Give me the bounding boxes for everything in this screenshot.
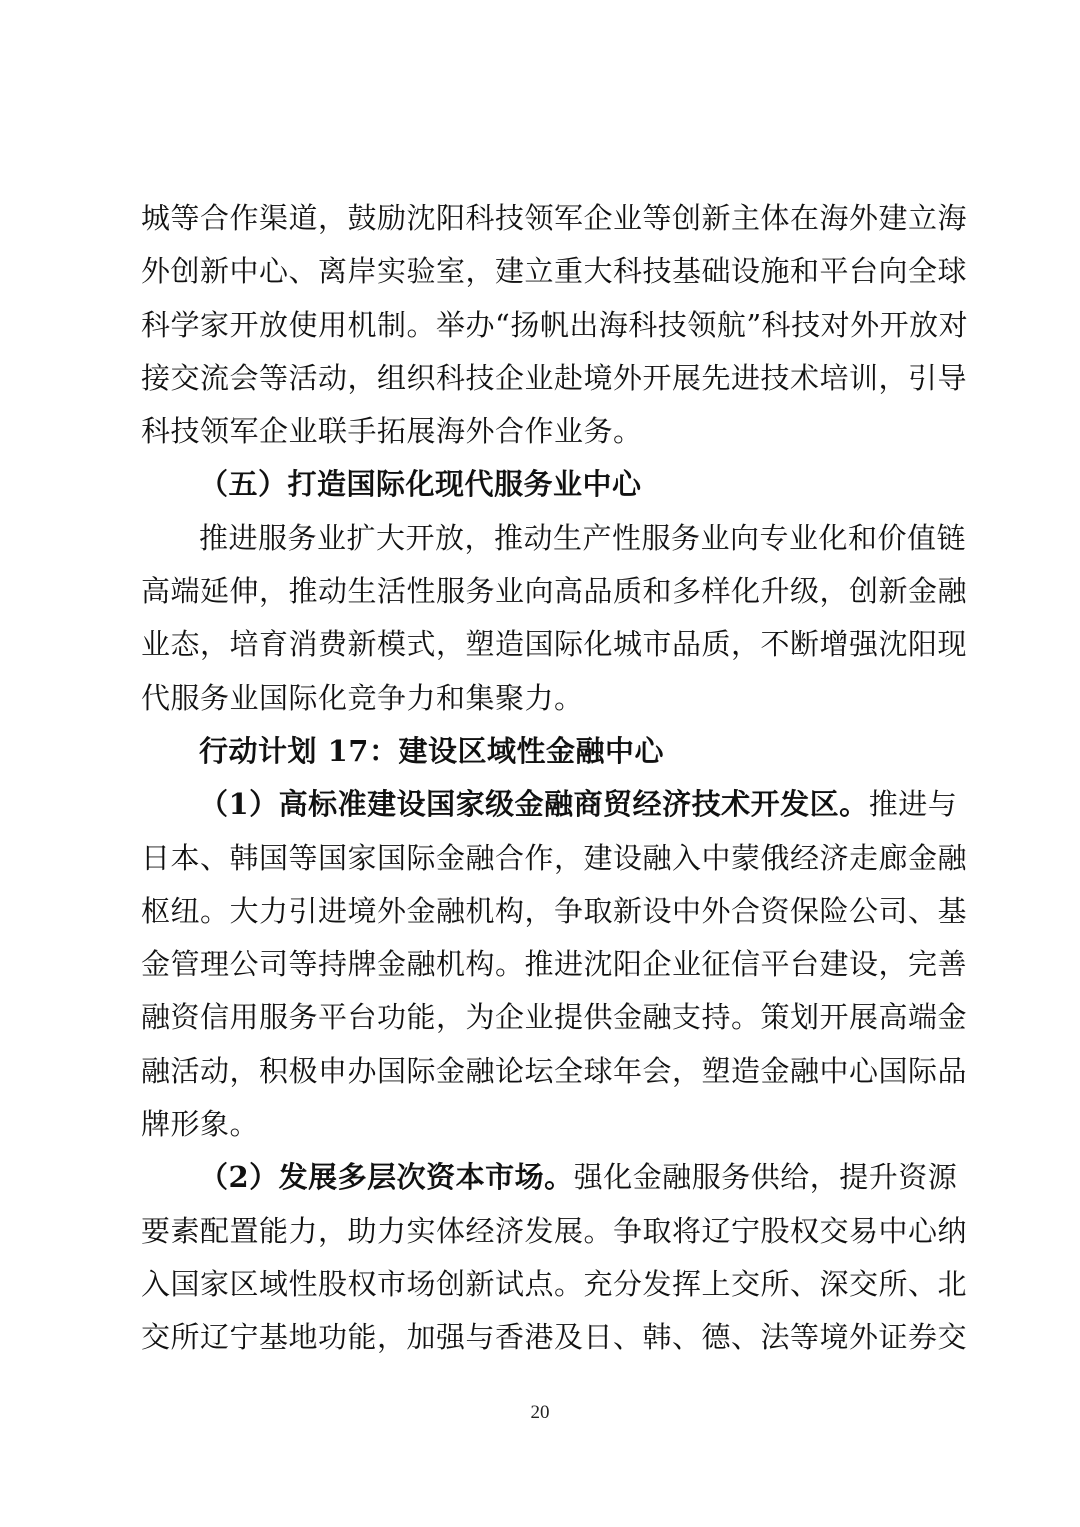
paragraph-line: 交所辽宁基地功能，加强与香港及日、韩、德、法等境外证券交 (141, 1320, 968, 1355)
paragraph-line: 城等合作渠道，鼓励沈阳科技领军企业等创新主体在海外建立海 (141, 201, 968, 235)
document-body (141, 192, 969, 1365)
action-plan-heading: 行动计划 17：建设区域性金融中心 (199, 733, 664, 768)
item-title: （1）高标准建设国家级金融商贸经济技术开发区。 (199, 787, 869, 822)
paragraph-line: 业态，培育消费新模式，塑造国际化城市品质，不断增强沈阳现 (141, 627, 968, 662)
item-lead-text: 推进与 (868, 787, 958, 822)
paragraph-line: 融活动，积极申办国际金融论坛全球年会，塑造金融中心国际品 (141, 1053, 968, 1088)
paragraph-line: 科学家开放使用机制。举办“扬帆出海科技领航”科技对外开放对 (141, 307, 969, 342)
paragraph-line: 要素配置能力，助力实体经济发展。争取将辽宁股权交易中心纳 (141, 1213, 968, 1248)
paragraph-line: 金管理公司等持牌金融机构。推进沈阳企业征信平台建设，完善 (141, 947, 968, 982)
paragraph-line: 牌形象。 (141, 1107, 260, 1142)
paragraph-line: 科技领军企业联手拓展海外合作业务。 (141, 414, 643, 449)
paragraph-line: 日本、韩国等国家国际金融合作，建设融入中蒙俄经济走廊金融 (141, 840, 968, 875)
paragraph-line: 接交流会等活动，组织科技企业赴境外开展先进技术培训，引导 (141, 360, 968, 395)
paragraph-line: 融资信用服务平台功能，为企业提供金融支持。策划开展高端金 (141, 1000, 968, 1035)
paragraph-line: 入国家区域性股权市场创新试点。充分发挥上交所、深交所、北 (141, 1266, 968, 1301)
section-heading: （五）打造国际化现代服务业中心 (199, 467, 642, 502)
paragraph-line: 外创新中心、离岸实验室，建立重大科技基础设施和平台向全球 (141, 254, 968, 289)
item-lead-line (141, 1151, 958, 1204)
item-lead-line (141, 778, 958, 831)
paragraph-line: 代服务业国际化竞争力和集聚力。 (141, 680, 584, 715)
paragraph-line: 推进服务业扩大开放，推动生产性服务业向专业化和价值链 (199, 520, 967, 555)
paragraph-line: 枢纽。大力引进境外金融机构，争取新设中外合资保险公司、基 (141, 893, 968, 928)
paragraph-line: 高端延伸，推动生活性服务业向高品质和多样化升级，创新金融 (141, 574, 968, 609)
item-title: （2）发展多层次资本市场。 (199, 1160, 574, 1195)
item-lead-text: 强化金融服务供给，提升资源 (573, 1160, 958, 1195)
page-number: 20 (530, 1402, 550, 1423)
